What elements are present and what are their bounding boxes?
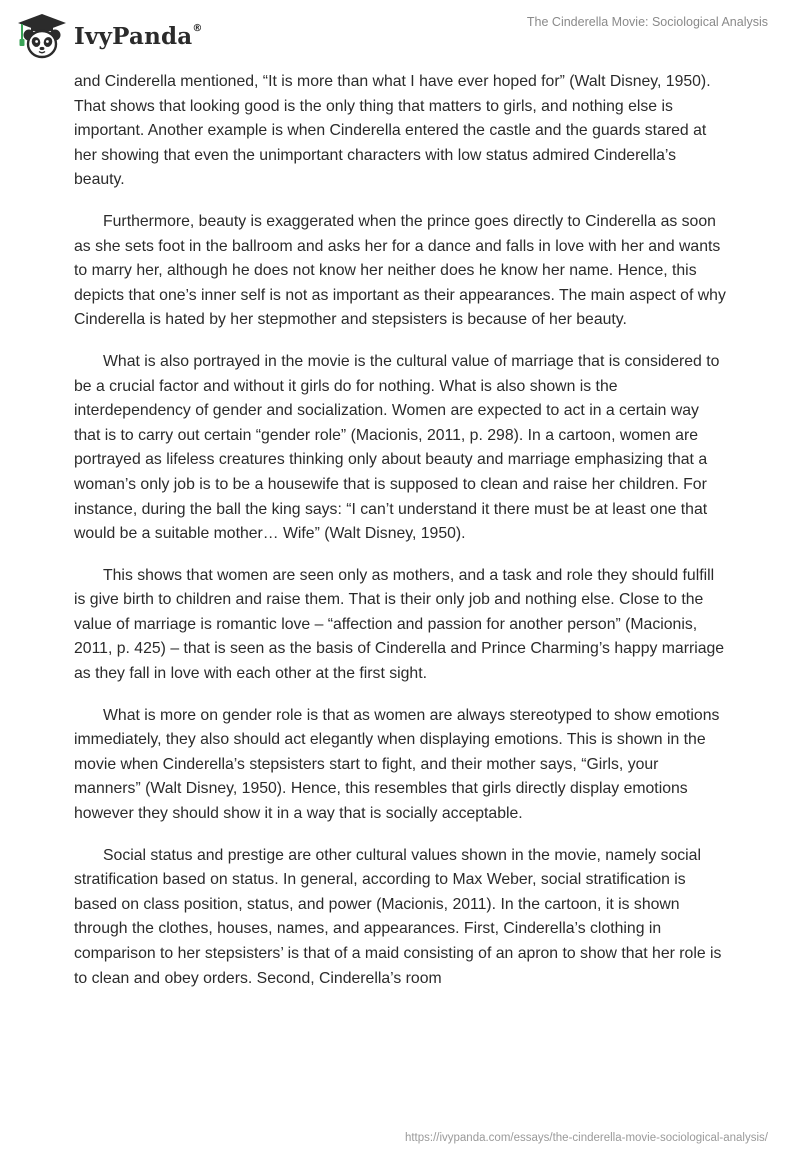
document-title: The Cinderella Movie: Sociological Analysis xyxy=(526,15,768,29)
panda-graduate-icon xyxy=(14,8,70,64)
registered-mark: ® xyxy=(192,22,203,34)
brand-name xyxy=(74,23,203,50)
paragraph: Furthermore, beauty is exaggerated when the prince goes directly to Cinderella as soon as she sets foot in the ballroom and asks her for a dance and falls in love with her and wants to marry her, although he does not know her neither does he know her name. Hence, this depicts that one’s inner self is not as important as their appearances. The main aspect of why Cinderella is hated by her stepmother and stepsisters is because of her beauty. xyxy=(74,212,726,329)
paragraph: What is more on gender role is that as women are always stereotyped to show emotions immediately, they also should act elegantly when displaying emotions. This is shown in the movie when Cinderella’s stepsisters start to fight, and their mother says, “Girls, your manners” (Walt Disney, 1950). Hence, this resembles that girls directly display emotions however they should show it in a way that is socially acceptable. xyxy=(74,706,720,823)
page-header xyxy=(0,0,800,70)
paragraph: Social status and prestige are other cultural values shown in the movie, namely social stratification based on status. In general, according to Max Weber, social stratification is based on class position, status, and power (Macionis, 2011). In the cartoon, it is shown through the clothes, houses, names, and appearances. First, Cinderella’s clothing in comparison to her stepsisters’ is that of a maid consisting of an apron to show that her role is to clean and obey orders. Second, Cinderella’s room xyxy=(74,846,722,987)
brand-logo[interactable] xyxy=(14,8,203,64)
essay-body xyxy=(74,70,726,1008)
paragraph: This shows that women are seen only as mothers, and a task and role they should fulfill is give birth to children and raise them. That is their only job and nothing else. Close to the value of marriage is romantic love – “affection and passion for another person” (Macionis, 2011, p. 425) – that is seen as the basis of Cinderella and Prince Charming’s happy marriage as they fall in love with each other at the first sight. xyxy=(74,566,725,683)
paragraph: What is also portrayed in the movie is the cultural value of marriage that is considered to be a crucial factor and without it girls do for nothing. What is also shown is the interdependency of gender and socialization. Women are expected to act in a certain way that is to carry out certain “gender role” (Macionis, 2011, p. 298). In a cartoon, women are portrayed as lifeless creatures thinking only about beauty and marriage emphasizing that a woman’s only job is to be a housewife that is supposed to clean and raise her children. For instance, during the ball the king says: “I can’t understand it there must be at least one that would be a suitable mother… Wife” (Walt Disney, 1950). xyxy=(74,352,720,543)
brand-name-text: IvyPanda xyxy=(74,22,193,50)
paragraph: and Cinderella mentioned, “It is more than what I have ever hoped for” (Walt Disney, 1950). That shows that looking good is the only thing that matters to girls, and nothing else is important. Another example is when Cinderella entered the castle and the guards stared at her showing that even the unimportant characters with low status admired Cinderella’s beauty. xyxy=(74,73,711,189)
source-url-link[interactable]: https://ivypanda.com/essays/the-cinderella-movie-sociological-analysis/ xyxy=(404,1132,768,1144)
